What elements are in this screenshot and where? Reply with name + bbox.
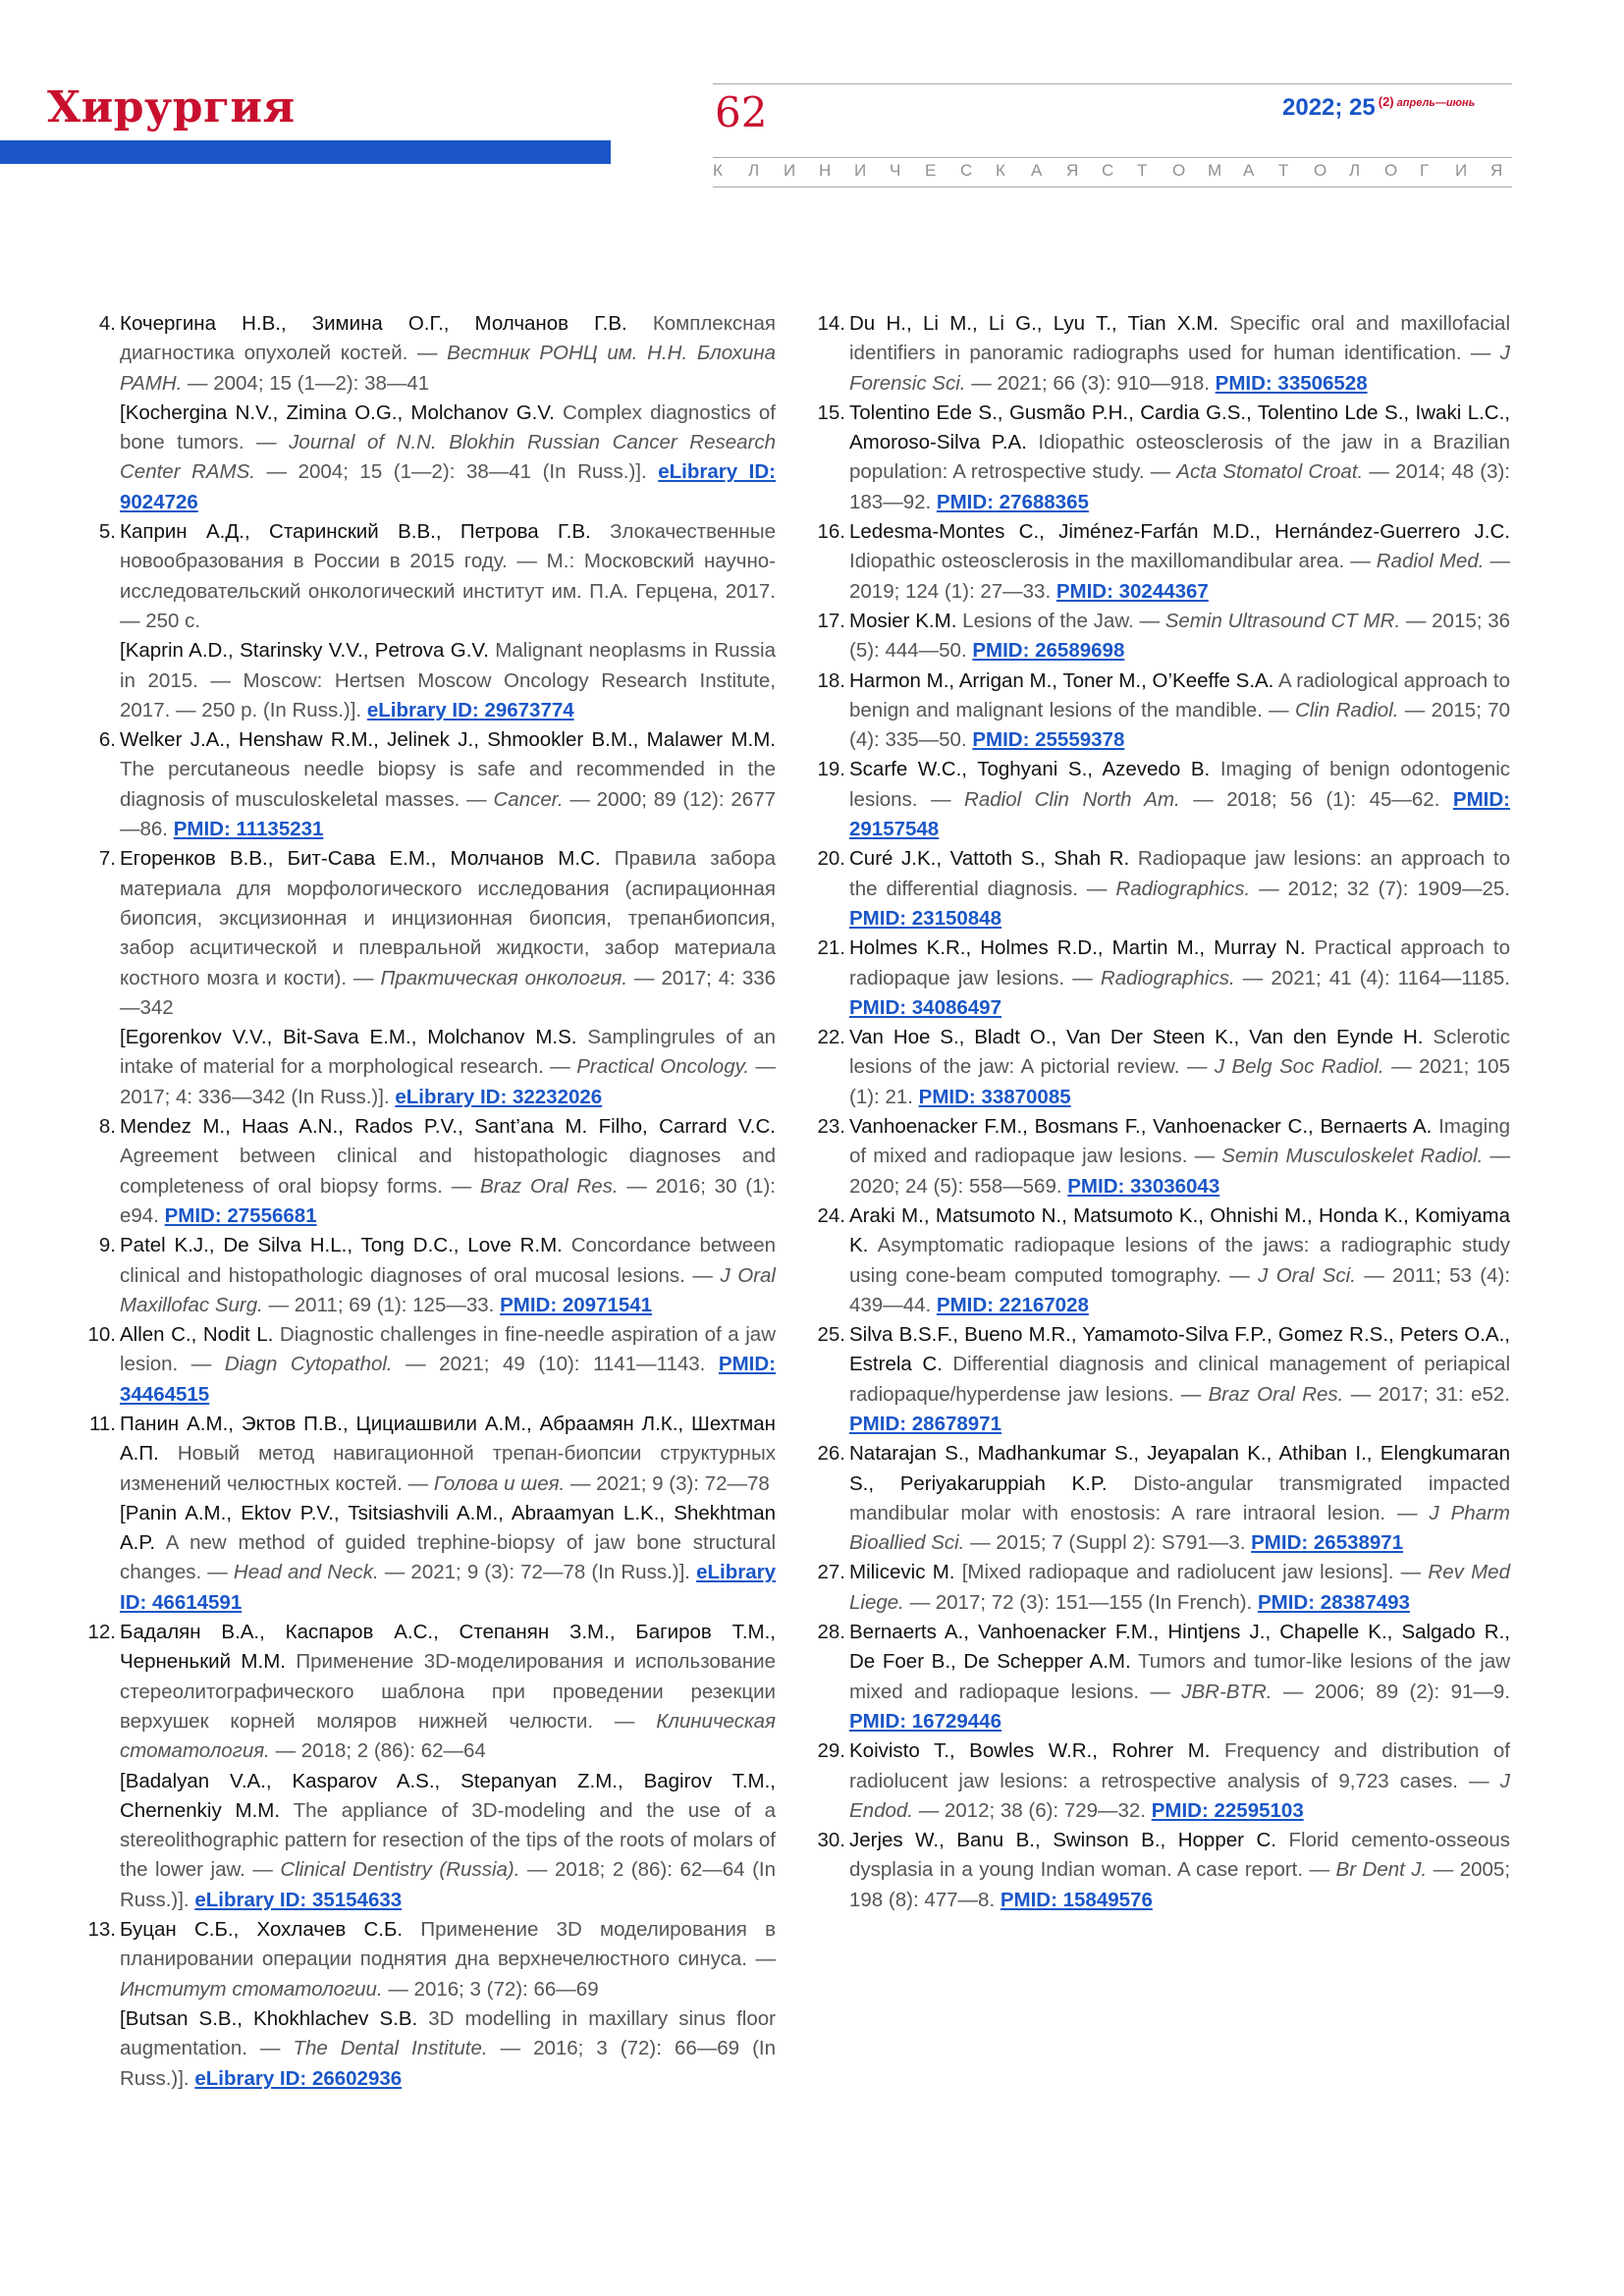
ref-number: 24. [817, 1203, 845, 1227]
ref-title: [Mixed radiopaque and radiolucent jaw lesions]. — [961, 1561, 1422, 1584]
ref-link[interactable]: PMID: 33036043 [1067, 1174, 1220, 1198]
ref-details: — 2014; 48 (3): 183—92. [849, 460, 1510, 513]
ref-link[interactable]: eLibrary ID: 26602936 [194, 2066, 403, 2090]
ref-authors: Araki M., Matsumoto N., Matsumoto K., Ohnishi M., Honda K., Komiyama K. [849, 1203, 1510, 1257]
ref-source: Practical Oncology. [576, 1055, 750, 1079]
issue-number: (2) [1378, 94, 1394, 109]
ref-title: 3D modelling in maxillary sinus floor augmentation. — [120, 2006, 776, 2060]
ref-title: Idiopathic osteosclerosis in the maxillomandibular area. — [849, 550, 1371, 573]
reference-item [818, 1558, 1510, 1618]
ref-number: 18. [817, 668, 845, 692]
ref-authors: Егоренков В.В., Бит-Сава Е.М., Молчанов М.С. [120, 847, 601, 871]
reference-item [818, 1112, 1510, 1201]
ref-link[interactable]: PMID: 22595103 [1151, 1798, 1304, 1822]
ref-title: Differential diagnosis and clinical management of periapical radiopaque/hyperdense jaw lesions. — [849, 1353, 1510, 1406]
journal-letter: Г [1420, 161, 1430, 180]
ref-details: — 2021; 66 (3): 910—918. [971, 371, 1210, 395]
reference-item [818, 1439, 1510, 1558]
reference-item [88, 1410, 776, 1618]
ref-number: 27. [817, 1561, 845, 1584]
ref-details: — 2015; 70 (4): 335—50. [849, 698, 1511, 752]
ref-source: The Dental Institute. [293, 2037, 488, 2060]
ref-link[interactable]: PMID: 20971541 [500, 1293, 653, 1316]
ref-details: — 2011; 69 (1): 125—33. [268, 1293, 495, 1316]
ref-authors: Mendez M., Haas A.N., Rados P.V., Sant’ana M. Filho, Carrard V.C. [120, 1115, 776, 1139]
ref-authors: Панин А.М., Эктов П.В., Цициашвили А.М., Абраамян Л.К., Шехтман А.П. [120, 1412, 776, 1466]
journal-letter: Т [1278, 161, 1289, 180]
ref-authors: Буцан С.Б., Хохлачев С.Б. [120, 1918, 404, 1942]
ref-authors: Vanhoenacker F.M., Bosmans F., Vanhoenacker C., Bernaerts A. [849, 1115, 1433, 1139]
ref-number: 16. [817, 520, 845, 544]
ref-authors: [Badalyan V.A., Kasparov A.S., Stepanyan Z.M., Bagirov T.M., Chernenkiy M.M. [120, 1769, 776, 1822]
section-title: Хирургия [47, 82, 296, 133]
issue-info [1282, 94, 1475, 122]
ref-source: J Belg Soc Radiol. [1214, 1055, 1384, 1079]
ref-link[interactable]: eLibrary ID: 9024726 [120, 460, 776, 513]
ref-number: 26. [817, 1442, 845, 1466]
ref-link[interactable]: PMID: 16729446 [849, 1709, 1001, 1733]
ref-authors: [Egorenkov V.V., Bit-Sava E.M., Molchanov M.S. [120, 1026, 577, 1049]
reference-item [818, 1618, 1510, 1736]
journal-letter: А [1243, 161, 1255, 180]
reference-item [88, 1915, 776, 2094]
ref-source: Rev Med Liege. [849, 1561, 1510, 1614]
ref-title: Asymptomatic radiopaque lesions of the jaws: a radiographic study using cone-beam computed tomography. — [849, 1234, 1510, 1287]
ref-source: Br Dent J. [1335, 1858, 1428, 1882]
journal-word-dentistry [1102, 161, 1526, 181]
ref-title: Правила забора материала для морфологического исследования (аспирационная биопсия, эксцизионная и инцизионная биопсия, трепанбиопсия, забор асцитической и плевральной жидкости, забор материала костного мозга и кости). — [120, 847, 777, 989]
reference-item [818, 517, 1510, 607]
journal-letter: И [784, 161, 796, 180]
ref-number: 23. [817, 1115, 845, 1139]
reference-item [818, 1201, 1510, 1320]
ref-number: 12. [87, 1621, 116, 1644]
ref-translation [120, 1499, 776, 1618]
ref-title: Злокачественные новообразования в России в 2015 году. — М.: Московский научно-исследовательский онкологический институт им. П.А. Герцена, 2017. — 250 с. [120, 520, 777, 632]
ref-link[interactable]: PMID: 28678971 [849, 1412, 1001, 1435]
ref-details: — 2006; 89 (2): 91—9. [1282, 1680, 1510, 1703]
header-rule-top [713, 83, 1512, 84]
ref-source: J Endod. [849, 1769, 1510, 1822]
ref-translation [120, 399, 776, 517]
ref-title: Practical approach to radiopaque jaw lesions. — [849, 936, 1510, 989]
ref-title: Specific oral and maxillofacial identifiers in panoramic radiographs used for human identification. — [849, 312, 1511, 365]
ref-source: Clinical Dentistry (Russia). [280, 1858, 520, 1882]
ref-source: Braz Oral Res. [480, 1174, 619, 1198]
ref-authors: Natarajan S., Madhankumar S., Jeyapalan K., Athiban I., Elengkumaran S., Periyakaruppiah K.P. [849, 1442, 1510, 1495]
ref-link[interactable]: PMID: 25559378 [972, 728, 1125, 752]
ref-link[interactable]: eLibrary ID: 46614591 [120, 1561, 777, 1614]
section-color-bar [0, 140, 611, 164]
ref-authors: Welker J.A., Henshaw R.M., Jelinek J., Shmookler B.M., Malawer M.M. [120, 728, 776, 752]
journal-letter: Я [1066, 161, 1079, 180]
ref-title: Imaging of mixed and radiopaque jaw lesions. — [849, 1115, 1510, 1168]
journal-name [713, 161, 1512, 181]
ref-title: Concordance between clinical and histopathologic diagnoses of oral mucosal lesions. — [120, 1234, 776, 1287]
ref-link[interactable]: PMID: 23150848 [849, 906, 1001, 930]
reference-item [818, 934, 1510, 1023]
ref-details: — 2018; 2 (86): 62—64 (In Russ.)]. [120, 1858, 776, 1911]
ref-details: — 2016; 3 (72): 66—69 (In Russ.)]. [120, 2037, 776, 2090]
ref-details: — 2005; 198 (8): 477—8. [849, 1858, 1511, 1911]
journal-letter: Ч [890, 161, 901, 180]
ref-title: Malignant neoplasms in Russia in 2015. — Moscow: Hertsen Moscow Oncology Research Institute, 2017. — 250 p. (In Russ.)]. [120, 639, 776, 721]
ref-authors: [Kochergina N.V., Zimina O.G., Molchanov G.V. [120, 400, 555, 424]
ref-source: Голова и шея. [433, 1471, 566, 1495]
header-rule-middle [713, 157, 1512, 158]
ref-authors: Du H., Li M., Li G., Lyu T., Tian X.M. [849, 312, 1219, 335]
ref-title: Radiopaque jaw lesions: an approach to the differential diagnosis. — [849, 847, 1511, 900]
journal-letter: О [1172, 161, 1186, 180]
reference-item [818, 399, 1510, 517]
ref-source: Практическая онкология. [380, 966, 628, 989]
ref-source: Diagn Cytopathol. [224, 1353, 393, 1376]
reference-list-left [88, 309, 776, 2094]
ref-number: 20. [817, 847, 845, 871]
ref-link[interactable]: PMID: 33506528 [1215, 371, 1368, 395]
ref-link[interactable]: PMID: 30244367 [1056, 579, 1209, 603]
journal-letter: Л [748, 161, 760, 180]
ref-link[interactable]: PMID: 29157548 [849, 787, 1510, 841]
ref-title: A new method of guided trephine-biopsy of jaw bone structural changes. — [120, 1531, 776, 1584]
ref-number: 10. [87, 1323, 116, 1347]
journal-letter: Л [1349, 161, 1361, 180]
reference-item [818, 1023, 1510, 1112]
ref-details: — 2000; 89 (12): 2677—86. [120, 787, 776, 841]
journal-letter: С [960, 161, 973, 180]
ref-source: Cancer. [493, 787, 564, 811]
ref-details: — 2018; 2 (86): 62—64 [275, 1739, 486, 1763]
ref-source: Radiographics. [1115, 877, 1251, 900]
ref-details: — 2017; 4: 336—342 [120, 966, 777, 1019]
ref-title: Новый метод навигационной трепан-биопсии структурных изменений челюстных костей. — [120, 1442, 776, 1495]
ref-number: 28. [817, 1621, 845, 1644]
ref-number: 9. [98, 1234, 116, 1257]
ref-number: 22. [817, 1026, 845, 1049]
ref-source: Radiol Med. [1376, 550, 1485, 573]
journal-word-clinical [713, 161, 1102, 181]
ref-translation [120, 2004, 776, 2094]
ref-title: A radiological approach to benign and malignant lesions of the mandible. — [849, 668, 1510, 721]
ref-link[interactable]: PMID: 28387493 [1257, 1590, 1410, 1614]
ref-authors: Harmon M., Arrigan M., Toner M., O’Keeffe S.A. [849, 668, 1274, 692]
ref-source: Вестник РОНЦ им. Н.Н. Блохина РАМН. [120, 342, 777, 395]
reference-item [818, 755, 1510, 844]
journal-letter: Т [1137, 161, 1148, 180]
ref-translation [120, 1767, 776, 1915]
ref-authors: Scarfe W.C., Toghyani S., Azevedo B. [849, 758, 1211, 781]
ref-translation [120, 636, 776, 725]
ref-details: — 2019; 124 (1): 27—33. [849, 550, 1510, 603]
ref-authors: Каприн А.Д., Старинский В.В., Петрова Г.В. [120, 520, 591, 544]
issue-year: 2022; 25 [1282, 94, 1376, 121]
ref-title: Complex diagnostics of bone tumors. — [120, 400, 776, 454]
ref-link[interactable]: PMID: 26538971 [1251, 1531, 1404, 1555]
ref-authors: Бадалян В.А., Каспаров А.С., Степанян З.М., Багиров Т.М., Черненький М.М. [120, 1621, 776, 1674]
reference-item [88, 1112, 776, 1231]
ref-details: — 2012; 38 (6): 729—32. [918, 1798, 1147, 1822]
ref-details: — 2017; 31: e52. [1350, 1382, 1510, 1406]
ref-title: Frequency and distribution of radiolucent jaw lesions: a retrospective analysis of 9,723 cases. — [849, 1739, 1510, 1792]
ref-source: JBR-BTR. [1181, 1680, 1272, 1703]
journal-letter: И [854, 161, 867, 180]
ref-authors: Jerjes W., Banu B., Swinson B., Hopper C. [849, 1829, 1276, 1852]
journal-letter: Н [819, 161, 832, 180]
ref-title: Применение 3D-моделирования и использование стереолитографического шаблона при проведении резекции верхушек корней моляров нижней челюсти. — [120, 1650, 776, 1733]
ref-details: — 2021; 49 (10): 1141—1143. [406, 1353, 706, 1376]
ref-number: 19. [817, 758, 845, 781]
reference-item [818, 844, 1510, 934]
ref-details: — 2021; 105 (1): 21. [849, 1055, 1510, 1108]
ref-details: — 2004; 15 (1—2): 38—41 [188, 371, 430, 395]
ref-details: — 2020; 24 (5): 558—569. [849, 1145, 1510, 1198]
journal-letter: О [1384, 161, 1398, 180]
ref-authors: Patel K.J., De Silva H.L., Tong D.C., Love R.M. [120, 1234, 563, 1257]
ref-link[interactable]: eLibrary ID: 35154633 [194, 1888, 403, 1911]
ref-number: 11. [89, 1412, 116, 1435]
ref-link[interactable]: PMID: 26589698 [972, 639, 1125, 663]
ref-details: — 2015; 36 (5): 444—50. [849, 609, 1511, 663]
reference-item [818, 1736, 1510, 1826]
ref-number: 4. [98, 312, 116, 335]
ref-source: Radiographics. [1100, 966, 1235, 989]
ref-number: 7. [98, 847, 116, 871]
ref-link[interactable]: PMID: 34086497 [849, 995, 1001, 1019]
ref-title: Agreement between clinical and histopathologic diagnoses and completeness of oral biopsy forms. — [120, 1145, 776, 1198]
ref-link[interactable]: PMID: 27556681 [164, 1203, 317, 1227]
ref-authors: Кочергина Н.В., Зимина О.Г., Молчанов Г.В. [120, 312, 627, 335]
journal-letter: Е [925, 161, 937, 180]
reference-item [88, 1320, 776, 1410]
ref-number: 15. [817, 400, 845, 424]
reference-item [88, 1618, 776, 1915]
ref-details: — 2011; 53 (4): 439—44. [849, 1263, 1511, 1316]
reference-item [818, 607, 1510, 667]
ref-link[interactable]: eLibrary ID: 29673774 [366, 698, 574, 721]
reference-list-right [818, 309, 1510, 1915]
ref-source: Head and Neck. [233, 1561, 379, 1584]
ref-link[interactable]: PMID: 22167028 [936, 1293, 1089, 1316]
ref-authors: Koivisto T., Bowles W.R., Rohrer M. [849, 1739, 1211, 1763]
journal-letter: М [1208, 161, 1222, 180]
reference-item [88, 1231, 776, 1320]
ref-authors: Holmes K.R., Holmes R.D., Martin M., Murray N. [849, 936, 1306, 960]
ref-title: The percutaneous needle biopsy is safe and recommended in the diagnosis of musculoskeletal masses. — [120, 758, 776, 811]
journal-letter: К [996, 161, 1005, 180]
ref-link[interactable]: PMID: 34464515 [120, 1353, 776, 1406]
reference-item [818, 1826, 1510, 1915]
ref-source: Клиническая стоматология. [120, 1709, 777, 1763]
journal-letter: О [1314, 161, 1327, 180]
ref-authors: Silva B.S.F., Bueno M.R., Yamamoto-Silva F.P., Gomez R.S., Peters O.A., Estrela C. [849, 1323, 1510, 1376]
ref-link[interactable]: PMID: 11135231 [173, 818, 324, 841]
ref-authors: [Kaprin A.D., Starinsky V.V., Petrova G.V. [120, 639, 489, 663]
ref-details: — 2017; 4: 336—342 (In Russ.)]. [120, 1055, 776, 1108]
ref-details: — 2012; 32 (7): 1909—25. [1259, 877, 1510, 900]
journal-letter: Я [1490, 161, 1503, 180]
ref-details: — 2018; 56 (1): 45—62. [1193, 787, 1440, 811]
ref-title: Lesions of the Jaw. — [962, 609, 1160, 632]
ref-source: Radiol Clin North Am. [964, 787, 1180, 811]
ref-source: J Forensic Sci. [849, 342, 1510, 395]
reference-item [818, 309, 1510, 399]
reference-item [88, 725, 776, 844]
ref-authors: Ledesma-Montes C., Jiménez-Farfán M.D., Hernández-Guerrero J.C. [849, 520, 1510, 544]
ref-source: J Oral Maxillofac Surg. [120, 1263, 776, 1316]
ref-number: 6. [98, 728, 116, 752]
journal-letter: А [1031, 161, 1043, 180]
ref-source: Acta Stomatol Croat. [1176, 460, 1364, 484]
ref-number: 8. [98, 1115, 116, 1139]
ref-authors: Curé J.K., Vattoth S., Shah R. [849, 847, 1130, 871]
ref-title: Idiopathic osteosclerosis of the jaw in a Brazilian population: A retrospective study. — [849, 431, 1510, 484]
ref-details: — 2021; 41 (4): 1164—1185. [1242, 966, 1511, 989]
page-number: 62 [715, 88, 768, 136]
reference-item [818, 667, 1510, 756]
ref-source: Semin Ultrasound CT MR. [1164, 609, 1401, 632]
ref-link[interactable]: eLibrary ID: 32232026 [395, 1085, 603, 1108]
reference-item [88, 517, 776, 725]
ref-details: — 2004; 15 (1—2): 38—41 (In Russ.)]. [266, 460, 647, 484]
ref-number: 5. [98, 520, 116, 544]
ref-source: Braz Oral Res. [1208, 1382, 1344, 1406]
ref-authors: Tolentino Ede S., Gusmão P.H., Cardia G.S., Tolentino Lde S., Iwaki L.C., Amoroso-Silva P.A. [849, 400, 1510, 454]
ref-details: — 2016; 30 (1): e94. [120, 1174, 776, 1227]
ref-number: 13. [87, 1918, 116, 1942]
ref-details: — 2021; 9 (3): 72—78 (In Russ.)]. [384, 1561, 690, 1584]
journal-letter: К [713, 161, 723, 180]
ref-link[interactable]: PMID: 33870085 [918, 1085, 1071, 1108]
ref-title: Комплексная диагностика опухолей костей. — [120, 312, 776, 365]
ref-title: Sclerotic lesions of the jaw: A pictorial review. — [849, 1026, 1510, 1079]
journal-letter: С [1102, 161, 1114, 180]
ref-title: Diagnostic challenges in fine-needle aspiration of a jaw lesion. — [120, 1323, 776, 1376]
ref-source: Semin Musculoskelet Radiol. [1221, 1145, 1484, 1168]
ref-details: — 2021; 9 (3): 72—78 [569, 1471, 770, 1495]
ref-number: 30. [817, 1829, 845, 1852]
ref-link[interactable]: PMID: 27688365 [936, 490, 1089, 513]
ref-authors: [Butsan S.B., Khokhlachev S.B. [120, 2006, 418, 2030]
journal-letter: И [1455, 161, 1468, 180]
reference-item [818, 1320, 1510, 1439]
ref-title: Применение 3D моделирования в планировании операции поднятия дна верхнечелюстного синуса. — [120, 1918, 776, 1971]
ref-title: Tumors and tumor-like lesions of the jaw mixed and radiopaque lesions. — [849, 1650, 1511, 1703]
ref-source: J Pharm Bioallied Sci. [849, 1501, 1511, 1555]
ref-authors: Mosier K.M. [849, 609, 957, 632]
ref-title: Samplingrules of an intake of material for a morphological research. — [120, 1026, 776, 1079]
ref-number: 25. [817, 1323, 845, 1347]
reference-item [88, 309, 776, 517]
ref-title: The appliance of 3D-modeling and the use of a stereolithographic pattern for resection of the tips of the roots of molars of the lower jaw. — [120, 1798, 777, 1882]
ref-authors: Bernaerts A., Vanhoenacker F.M., Hintjens J., Chapelle K., Salgado R., De Foer B., De Schepper A.M. [849, 1621, 1510, 1674]
ref-authors: Milicevic M. [849, 1561, 955, 1584]
ref-title: Imaging of benign odontogenic lesions. — [849, 758, 1510, 811]
ref-number: 17. [817, 609, 845, 632]
issue-period: апрель—июнь [1396, 97, 1476, 109]
ref-number: 21. [817, 936, 845, 960]
reference-item [88, 844, 776, 1112]
ref-title: Disto-angular transmigrated impacted mandibular molar with enostosis: A rare intraoral lesion. — [849, 1471, 1510, 1524]
ref-details: — 2015; 7 (Suppl 2): S791—3. [970, 1531, 1246, 1555]
ref-authors: Van Hoe S., Bladt O., Van Der Steen K., Van den Eynde H. [849, 1026, 1424, 1049]
ref-source: J Oral Sci. [1258, 1263, 1356, 1287]
ref-link[interactable]: PMID: 15849576 [1000, 1888, 1153, 1911]
ref-details: — 2016; 3 (72): 66—69 [388, 1977, 599, 2001]
ref-source: Journal of N.N. Blokhin Russian Cancer Research Center RAMS. [120, 431, 777, 484]
ref-number: 14. [817, 312, 845, 335]
ref-source: Институт стоматологии. [120, 1977, 383, 2001]
ref-details: — 2017; 72 (3): 151—155 (In French). [909, 1590, 1253, 1614]
ref-source: Clin Radiol. [1295, 698, 1399, 721]
ref-authors: Allen C., Nodit L. [120, 1323, 274, 1347]
ref-number: 29. [817, 1739, 845, 1763]
ref-authors: [Panin A.M., Ektov P.V., Tsitsiashvili A.M., Abraamyan L.K., Shekhtman A.P. [120, 1501, 776, 1555]
ref-title: Florid cemento-osseous dysplasia in a young Indian woman. A case report. — [849, 1829, 1511, 1882]
ref-translation [120, 1023, 776, 1112]
